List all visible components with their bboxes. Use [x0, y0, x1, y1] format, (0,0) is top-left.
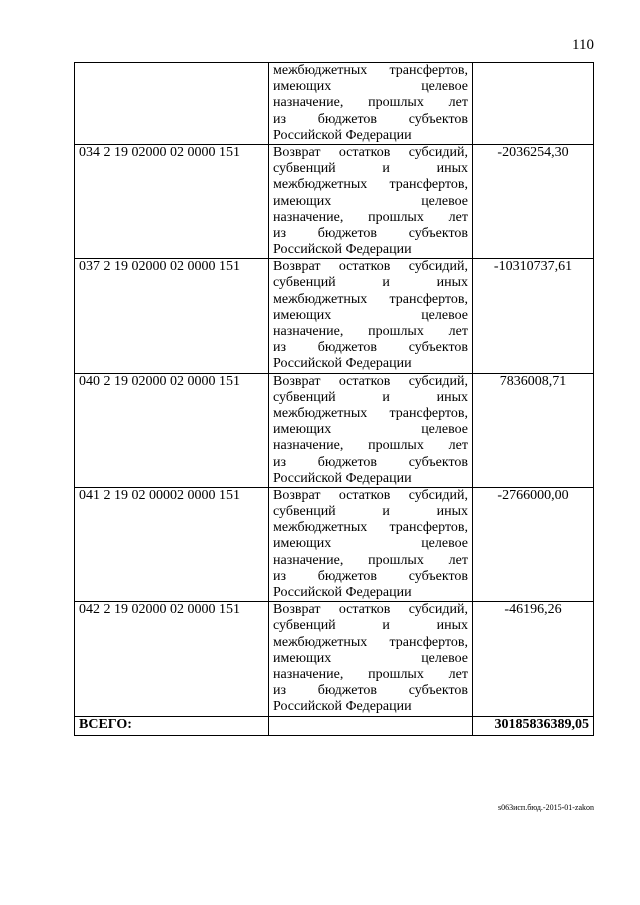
amount-cell: -2766000,00 [473, 487, 594, 601]
page-number: 110 [572, 37, 594, 53]
code-cell: 041 2 19 02 00002 0000 151 [75, 487, 269, 601]
description-line: Российской Федерации [273, 470, 412, 486]
footer-code: s063исп.бюд.-2015-01-zakon [497, 803, 594, 812]
amount-cell: -46196,26 [473, 602, 594, 716]
description-line: межбюджетных трансфертов, [273, 405, 468, 421]
description-line: из бюджетов субъектов [273, 340, 468, 356]
description-line: межбюджетных трансфертов, [273, 63, 468, 78]
description-line: субвенций и иных [273, 161, 468, 177]
code-cell: 034 2 19 02000 02 0000 151 [75, 144, 269, 258]
total-empty-cell [269, 716, 473, 735]
table-row [75, 63, 594, 145]
budget-table [74, 62, 594, 736]
description-line: межбюджетных трансфертов, [273, 634, 468, 650]
description-line: Российской Федерации [273, 356, 412, 372]
description-line: назначение, прошлых лет [273, 324, 468, 339]
amount-cell: -10310737,61 [473, 259, 594, 373]
description-line: субвенций и иных [273, 504, 468, 520]
table-row [75, 144, 594, 258]
description-line: Российской Федерации [273, 699, 412, 715]
description-line: из бюджетов субъектов [273, 568, 468, 584]
description-line: Возврат остатков субсидий, [273, 487, 468, 503]
description-line: межбюджетных трансфертов, [273, 520, 468, 536]
description-line: из бюджетов субъектов [273, 683, 468, 699]
description-line: из бюджетов субъектов [273, 225, 468, 241]
description-line: Российской Федерации [273, 242, 412, 258]
code-cell: 040 2 19 02000 02 0000 151 [75, 373, 269, 487]
description-line: Возврат остатков субсидий, [273, 602, 468, 618]
description-line: субвенций и иных [273, 275, 468, 291]
description-line: субвенций и иных [273, 618, 468, 634]
description-cell [269, 259, 473, 373]
amount-cell: 7836008,71 [473, 373, 594, 487]
description-line: межбюджетных трансфертов, [273, 291, 468, 307]
description-cell [269, 487, 473, 601]
total-amount: 30185836389,05 [473, 716, 594, 735]
table-row [75, 373, 594, 487]
description-line: субвенций и иных [273, 389, 468, 405]
amount-cell: -2036254,30 [473, 144, 594, 258]
description-line: назначение, прошлых лет [273, 209, 468, 225]
code-cell [75, 63, 269, 145]
description-line: имеющих целевое [273, 193, 468, 209]
description-cell [269, 373, 473, 487]
table-row [75, 259, 594, 373]
description-line: Российской Федерации [273, 127, 412, 143]
description-line: назначение, прошлых лет [273, 438, 468, 454]
table-row [75, 602, 594, 716]
description-line: имеющих целевое [273, 79, 468, 95]
description-line: из бюджетов субъектов [273, 111, 468, 127]
description-line: имеющих целевое [273, 307, 468, 323]
code-cell: 037 2 19 02000 02 0000 151 [75, 259, 269, 373]
description-line: назначение, прошлых лет [273, 666, 468, 682]
description-cell [269, 602, 473, 716]
description-line: имеющих целевое [273, 650, 468, 666]
description-line: межбюджетных трансфертов, [273, 177, 468, 193]
description-cell [269, 63, 473, 145]
description-line: назначение, прошлых лет [273, 95, 468, 111]
description-line: назначение, прошлых лет [273, 552, 468, 568]
description-line: из бюджетов субъектов [273, 454, 468, 470]
total-label: ВСЕГО: [75, 716, 269, 735]
code-cell: 042 2 19 02000 02 0000 151 [75, 602, 269, 716]
table-row [75, 487, 594, 601]
description-line: имеющих целевое [273, 536, 468, 552]
description-line: имеющих целевое [273, 422, 468, 438]
description-line: Российской Федерации [273, 585, 412, 600]
amount-cell [473, 63, 594, 145]
description-line: Возврат остатков субсидий, [273, 373, 468, 389]
description-line: Возврат остатков субсидий, [273, 259, 468, 275]
description-cell [269, 144, 473, 258]
description-line: Возврат остатков субсидий, [273, 144, 468, 160]
total-row [75, 716, 594, 735]
